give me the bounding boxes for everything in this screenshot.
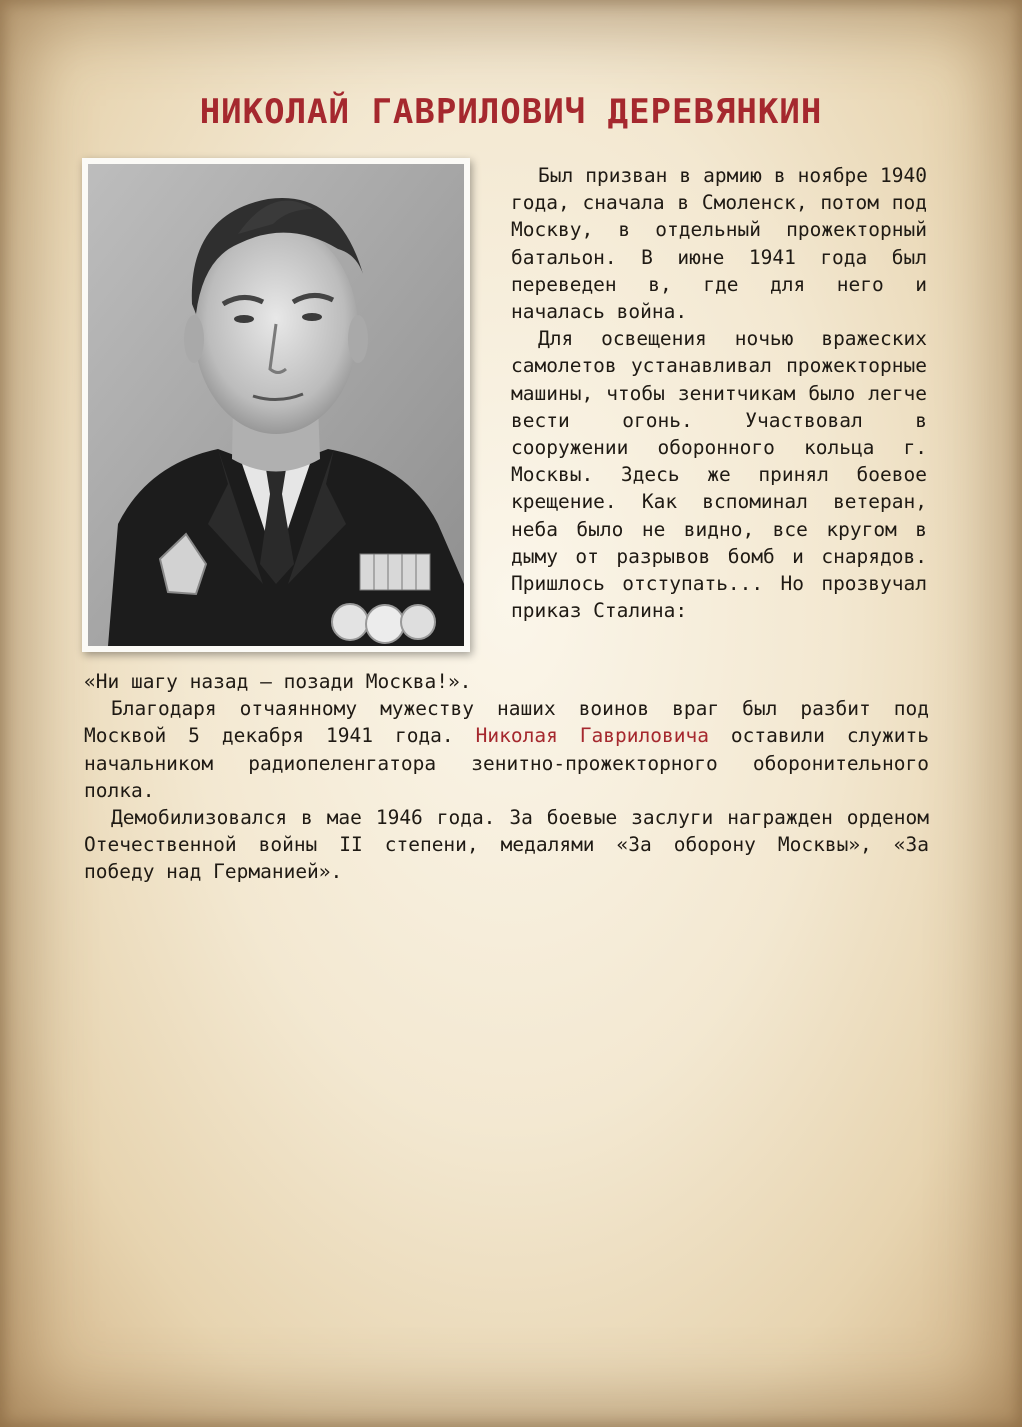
paragraph-4: Демобилизовался в мае 1946 года. За боевые заслуги награжден орденом Отечественной войны II степени, медалями «За оборону Москвы», «За победу над Германией».	[84, 806, 929, 884]
intro-column	[511, 162, 927, 624]
paragraph-2: Для освещения ночью вражеских самолетов устанавливал прожекторные машины, чтобы зенитчикам было легче вести огонь. Участвовал в сооружении оборонного кольца г. Москвы. Здесь же принял боевое крещение. Как вспоминал ветеран, неба было не видно, все кругом в дыму от разрывов бомб и снарядов. Пришлось отступать... Но прозвучал приказ Сталина:	[511, 327, 927, 623]
highlighted-name: Николая Гавриловича	[475, 724, 709, 748]
portrait-image	[88, 164, 464, 646]
main-text	[84, 668, 929, 886]
paragraph-3-before: Благодаря отчаянному мужеству наших воинов враг был разбит под Москвой 5 декабря 1941 года.	[84, 697, 929, 748]
portrait-photo	[82, 158, 470, 652]
paragraph-2-continued: «Ни шагу назад – позади Москва!».	[84, 670, 472, 693]
paragraph-1: Был призван в армию в ноябре 1940 года, сначала в Смоленск, потом под Москву, в отдельный прожекторный батальон. В июне 1941 года был переведен в, где для него и началась война.	[511, 164, 927, 324]
page-title: НИКОЛАЙ ГАВРИЛОВИЧ ДЕРЕВЯНКИН	[199, 92, 823, 132]
paragraph-3	[84, 695, 929, 804]
paragraph-3-after: оставили служить начальником радиопеленгатора зенитно-прожекторного оборонительного полка.	[84, 724, 929, 802]
